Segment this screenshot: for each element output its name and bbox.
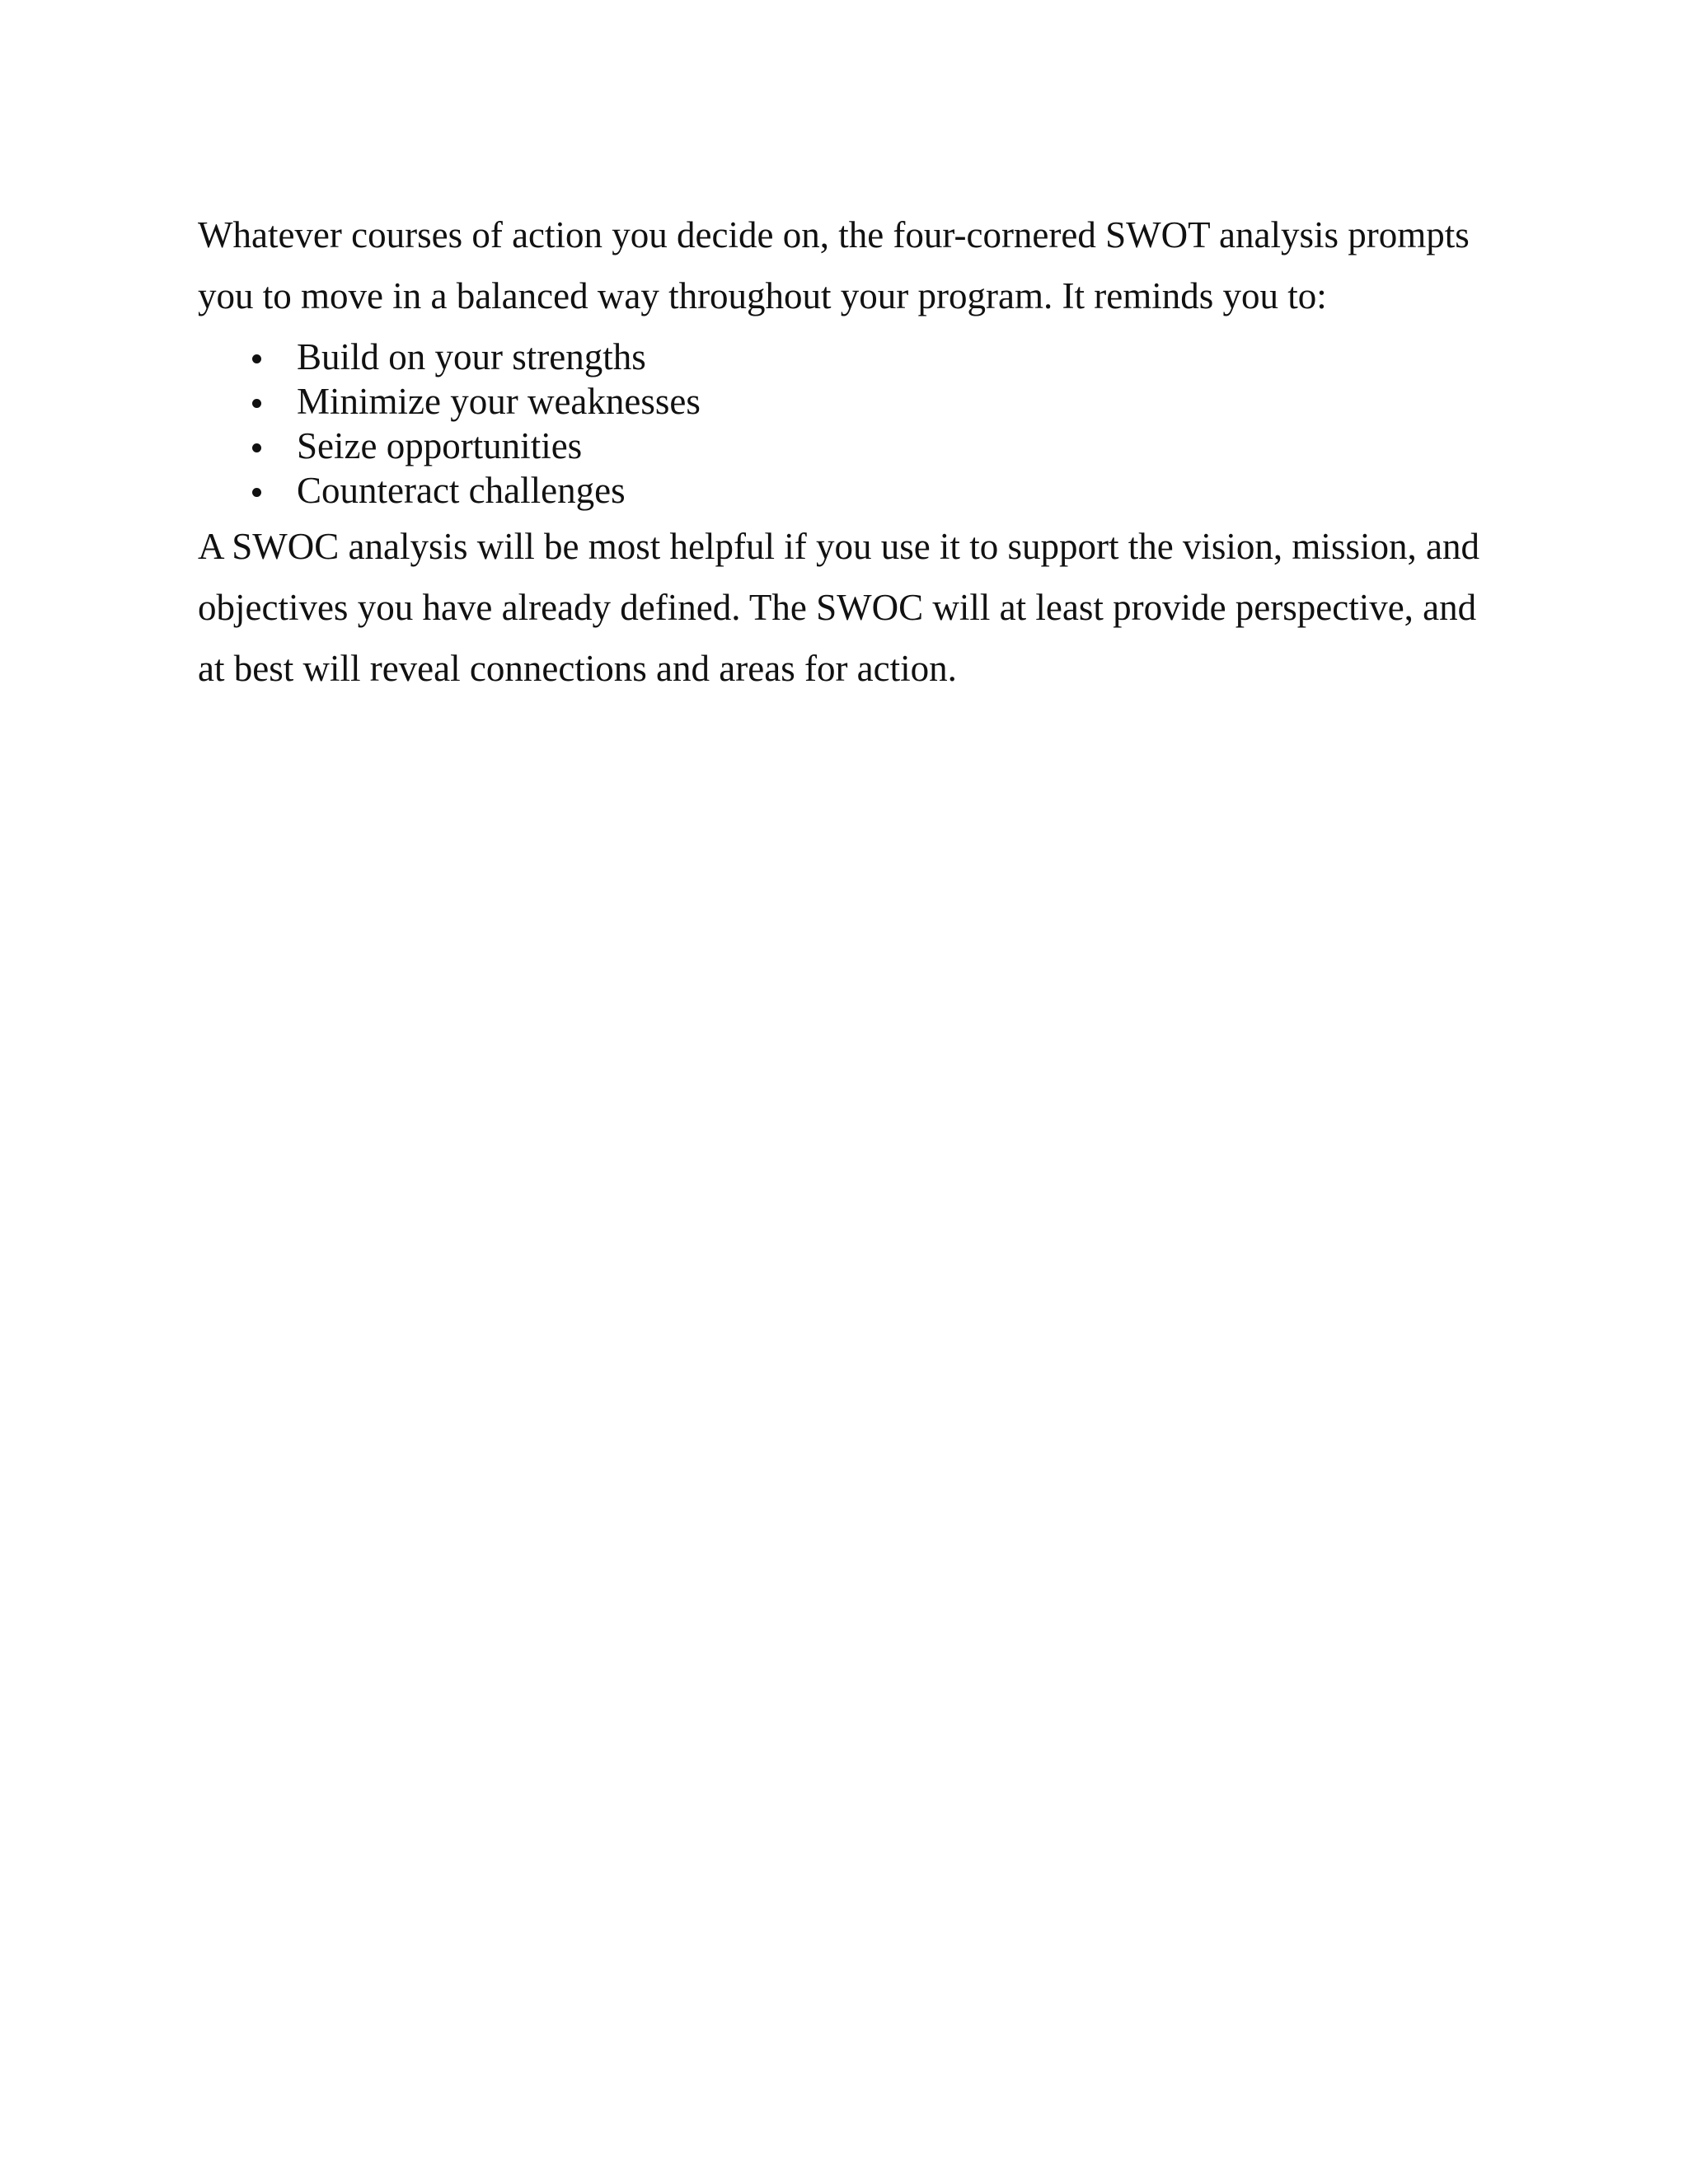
intro-paragraph: Whatever courses of action you decide on, the four-cornered SWOT analysis prompts you to move in a balanced way throughout your program. It reminds you to:	[198, 214, 1470, 316]
list-item	[198, 335, 1484, 379]
list-item	[198, 424, 1484, 468]
bullet-icon	[252, 488, 261, 497]
list-item-text: Minimize your weaknesses	[297, 381, 701, 422]
document-body	[198, 204, 1484, 699]
bullet-icon	[252, 443, 261, 452]
list-item-text: Counteract challenges	[297, 470, 626, 511]
list-item	[198, 468, 1484, 513]
list-item	[198, 379, 1484, 424]
list-item-text: Build on your strengths	[297, 336, 646, 377]
list-item-text: Seize opportunities	[297, 425, 583, 466]
bullet-list	[198, 335, 1484, 513]
bullet-icon	[252, 399, 261, 408]
bullet-icon	[252, 354, 261, 363]
closing-paragraph: A SWOC analysis will be most helpful if you use it to support the vision, mission, and objectives you have already defined. The SWOC will at least provide perspective, and at best will reveal connections and areas for action.	[198, 526, 1479, 689]
